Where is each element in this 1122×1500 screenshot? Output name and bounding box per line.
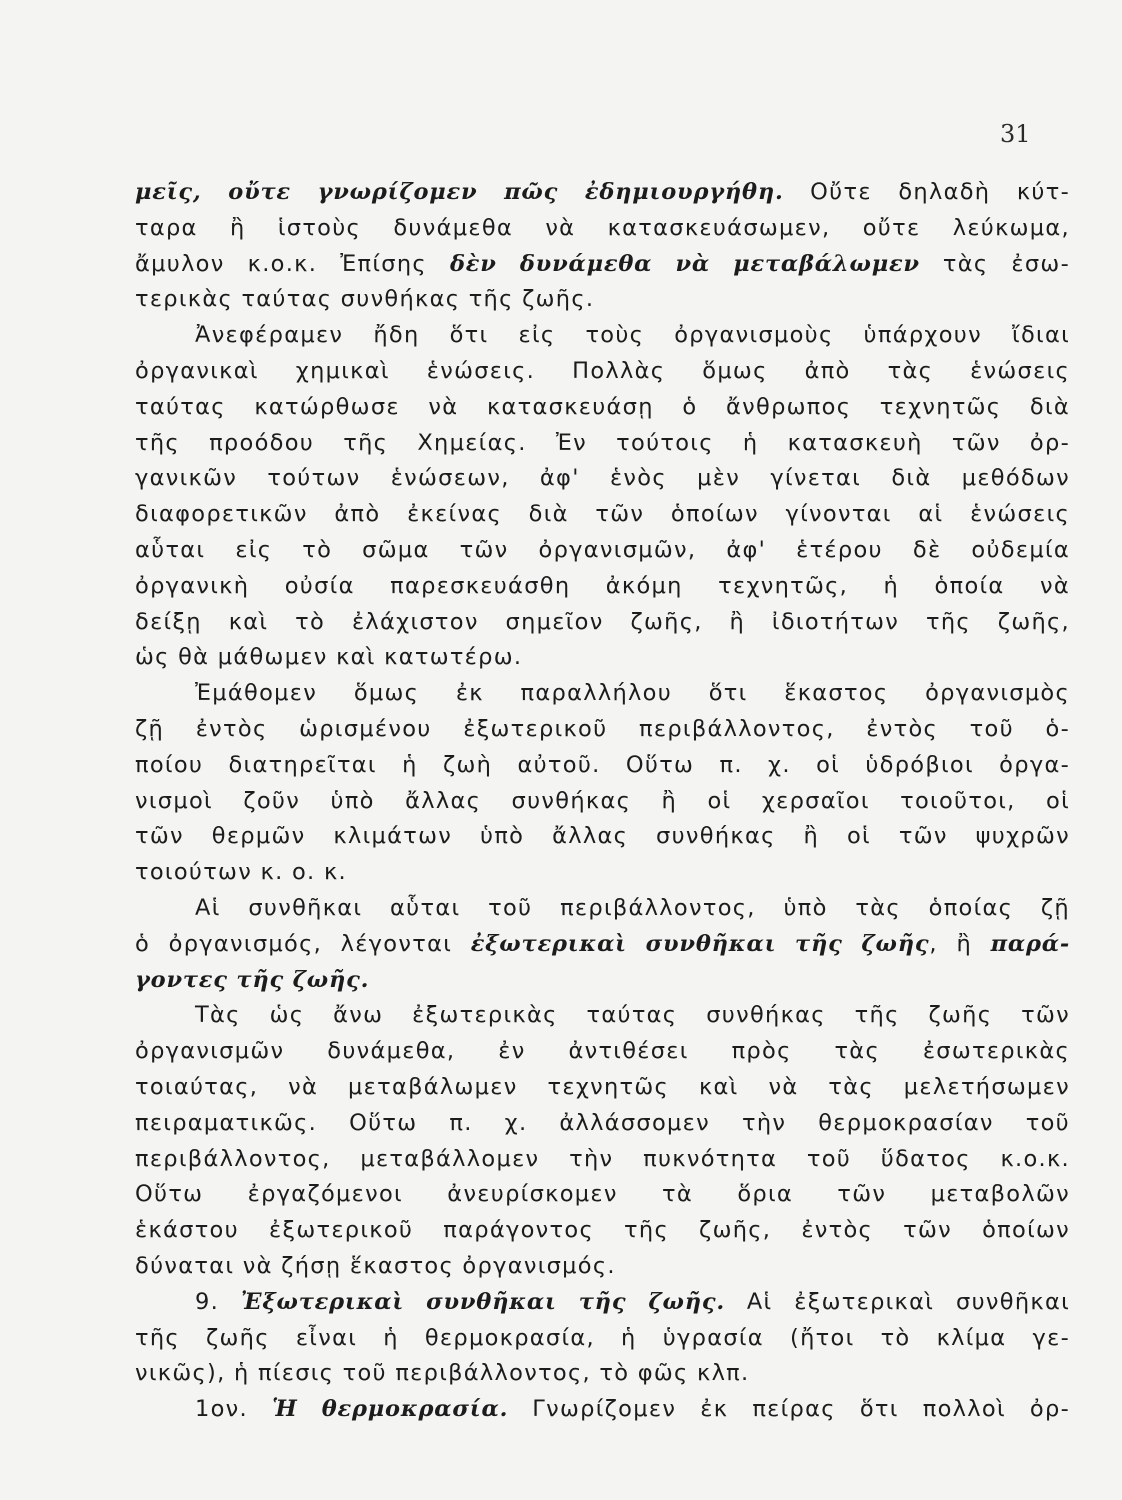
text-span: ἄμυλον κ.ο.κ. Ἐπίσης bbox=[135, 250, 450, 277]
text-line bbox=[135, 1392, 1070, 1428]
text-line bbox=[135, 354, 1070, 390]
text-span: ὀργανισμῶν δυνάμεθα, ἐν ἀντιθέσει πρὸς τὰς ἐσωτερικὰς bbox=[135, 1038, 1070, 1065]
text-line bbox=[135, 282, 1070, 318]
text-span: 1ον. bbox=[195, 1396, 273, 1423]
text-line bbox=[135, 533, 1070, 569]
text-line bbox=[135, 748, 1070, 784]
text-span: ἑκάστου ἐξωτερικοῦ παράγοντος τῆς ζωῆς, ἐντὸς τῶν ὁποίων bbox=[135, 1217, 1070, 1244]
text-line bbox=[135, 1356, 1070, 1392]
text-span: νισμοὶ ζοῦν ὑπὸ ἄλλας συνθήκας ἢ οἱ χερσαῖοι τοιοῦτοι, οἱ bbox=[135, 787, 1070, 814]
text-span: , ἢ bbox=[929, 930, 991, 957]
text-line bbox=[135, 461, 1070, 497]
text-line bbox=[135, 605, 1070, 641]
text-line bbox=[135, 211, 1070, 247]
text-line bbox=[135, 712, 1070, 748]
text-line bbox=[135, 390, 1070, 426]
text-span: γανικῶν τούτων ἑνώσεων, ἀφ' ἑνὸς μὲν γίνεται διὰ μεθόδων bbox=[135, 465, 1070, 492]
text-line bbox=[135, 1213, 1070, 1249]
text-line bbox=[135, 1142, 1070, 1178]
text-span: διαφορετικῶν ἀπὸ ἐκείνας διὰ τῶν ὁποίων γίνονται αἱ ἑνώσεις bbox=[135, 501, 1070, 528]
text-line bbox=[135, 1106, 1070, 1142]
text-line bbox=[135, 175, 1070, 211]
text-span: 9. bbox=[195, 1288, 241, 1315]
text-line bbox=[135, 1285, 1070, 1321]
text-span: δύναται νὰ ζήσῃ ἕκαστος ὀργανισμός. bbox=[135, 1252, 616, 1279]
text-span: τερικὰς ταύτας συνθήκας τῆς ζωῆς. bbox=[135, 286, 595, 313]
body-text bbox=[135, 175, 1070, 1428]
emphasized-text: Ἡ θερμοκρασία. bbox=[272, 1396, 509, 1423]
text-span: ὡς θὰ μάθωμεν καὶ κατωτέρω. bbox=[135, 644, 523, 671]
text-span: τῆς ζωῆς εἶναι ἡ θερμοκρασία, ἡ ὑγρασία (ἤτοι τὸ κλίμα γε- bbox=[135, 1324, 1070, 1351]
text-line bbox=[135, 676, 1070, 712]
text-span: αὗται εἰς τὸ σῶμα τῶν ὀργανισμῶν, ἀφ' ἑτέρου δὲ οὐδεμία bbox=[135, 536, 1070, 563]
text-span: πειραματικῶς. Οὕτω π. χ. ἀλλάσσομεν τὴν θερμοκρασίαν τοῦ bbox=[135, 1109, 1070, 1136]
text-span: Τὰς ὡς ἄνω ἐξωτερικὰς ταύτας συνθήκας τῆς ζωῆς τῶν bbox=[195, 1002, 1070, 1029]
text-line bbox=[135, 855, 1070, 891]
text-span: τοιαύτας, νὰ μεταβάλωμεν τεχνητῶς καὶ νὰ τὰς μελετήσωμεν bbox=[135, 1073, 1070, 1100]
text-span: ταύτας κατώρθωσε νὰ κατασκευάσῃ ὁ ἄνθρωπος τεχνητῶς διὰ bbox=[135, 393, 1070, 420]
text-line bbox=[135, 1321, 1070, 1357]
text-span: τὰς ἐσω- bbox=[919, 250, 1070, 277]
text-line bbox=[135, 1070, 1070, 1106]
emphasized-text: παρά- bbox=[990, 930, 1070, 957]
text-line bbox=[135, 640, 1070, 676]
emphasized-text: Ἐξωτερικαὶ συνθῆκαι τῆς ζωῆς. bbox=[240, 1288, 726, 1315]
emphasized-text: ἐξωτερικαὶ συνθῆκαι τῆς ζωῆς bbox=[470, 930, 930, 957]
text-span: Ἐμάθομεν ὅμως ἐκ παραλλήλου ὅτι ἕκαστος ὀργανισμὸς bbox=[195, 680, 1070, 707]
text-line bbox=[135, 784, 1070, 820]
text-span: τῆς προόδου τῆς Χημείας. Ἐν τούτοις ἡ κατασκευὴ τῶν ὀρ- bbox=[135, 429, 1070, 456]
emphasized-text: δὲν δυνάμεθα νὰ μεταβάλωμεν bbox=[449, 250, 920, 277]
text-line bbox=[135, 819, 1070, 855]
text-line bbox=[135, 1249, 1070, 1285]
text-line bbox=[135, 1034, 1070, 1070]
text-span: τῶν θερμῶν κλιμάτων ὑπὸ ἄλλας συνθήκας ἢ οἱ τῶν ψυχρῶν bbox=[135, 823, 1070, 850]
text-line bbox=[135, 891, 1070, 927]
text-line bbox=[135, 1177, 1070, 1213]
text-line bbox=[135, 247, 1070, 283]
emphasized-text: μεῖς, οὔτε γνωρίζομεν πῶς ἐδημιουργήθη. bbox=[135, 179, 784, 205]
text-line bbox=[135, 569, 1070, 605]
text-span: Γνωρίζομεν ἐκ πείρας ὅτι πολλοὶ ὀρ- bbox=[508, 1396, 1070, 1423]
text-line bbox=[135, 426, 1070, 462]
text-span: ὀργανικαὶ χημικαὶ ἑνώσεις. Πολλὰς ὅμως ἀπὸ τὰς ἑνώσεις bbox=[135, 357, 1070, 384]
text-span: Αἱ συνθῆκαι αὗται τοῦ περιβάλλοντος, ὑπὸ τὰς ὁποίας ζῇ bbox=[195, 894, 1070, 921]
text-span: ὁ ὀργανισμός, λέγονται bbox=[135, 930, 471, 957]
text-line bbox=[135, 998, 1070, 1034]
text-span: ὀργανικὴ οὐσία παρεσκευάσθη ἀκόμη τεχνητῶς, ἡ ὁποία νὰ bbox=[135, 572, 1070, 599]
text-span: τοιούτων κ. ο. κ. bbox=[135, 859, 347, 886]
text-span: ζῇ ἐντὸς ὡρισμένου ἐξωτερικοῦ περιβάλλοντος, ἐντὸς τοῦ ὁ- bbox=[135, 715, 1070, 742]
emphasized-text: γοντες τῆς ζωῆς. bbox=[135, 966, 370, 993]
text-span: περιβάλλοντος, μεταβάλλομεν τὴν πυκνότητα τοῦ ὕδατος κ.ο.κ. bbox=[135, 1145, 1070, 1172]
page-number: 31 bbox=[1000, 120, 1031, 148]
text-span: δείξῃ καὶ τὸ ἐλάχιστον σημεῖον ζωῆς, ἢ ἰδιοτήτων τῆς ζωῆς, bbox=[135, 608, 1070, 635]
text-span: Ἀνεφέραμεν ἤδη ὅτι εἰς τοὺς ὀργανισμοὺς ὑπάρχουν ἴδιαι bbox=[195, 322, 1070, 349]
text-line bbox=[135, 963, 1070, 999]
text-line bbox=[135, 927, 1070, 963]
text-span: Αἱ ἐξωτερικαὶ συνθῆκαι bbox=[725, 1288, 1070, 1315]
text-line bbox=[135, 318, 1070, 354]
text-line bbox=[135, 497, 1070, 533]
text-span: Οὔτε δηλαδὴ κύτ- bbox=[783, 179, 1070, 205]
text-span: Οὕτω ἐργαζόμενοι ἀνευρίσκομεν τὰ ὅρια τῶν μεταβολῶν bbox=[135, 1181, 1070, 1208]
text-span: ποίου διατηρεῖται ἡ ζωὴ αὐτοῦ. Οὕτω π. χ. οἱ ὑδρόβιοι ὀργα- bbox=[135, 751, 1070, 778]
text-span: νικῶς), ἡ πίεσις τοῦ περιβάλλοντος, τὸ φῶς κλπ. bbox=[135, 1360, 750, 1387]
text-span: ταρα ἢ ἱστοὺς δυνάμεθα νὰ κατασκευάσωμεν, οὔτε λεύκωμα, bbox=[135, 214, 1070, 241]
